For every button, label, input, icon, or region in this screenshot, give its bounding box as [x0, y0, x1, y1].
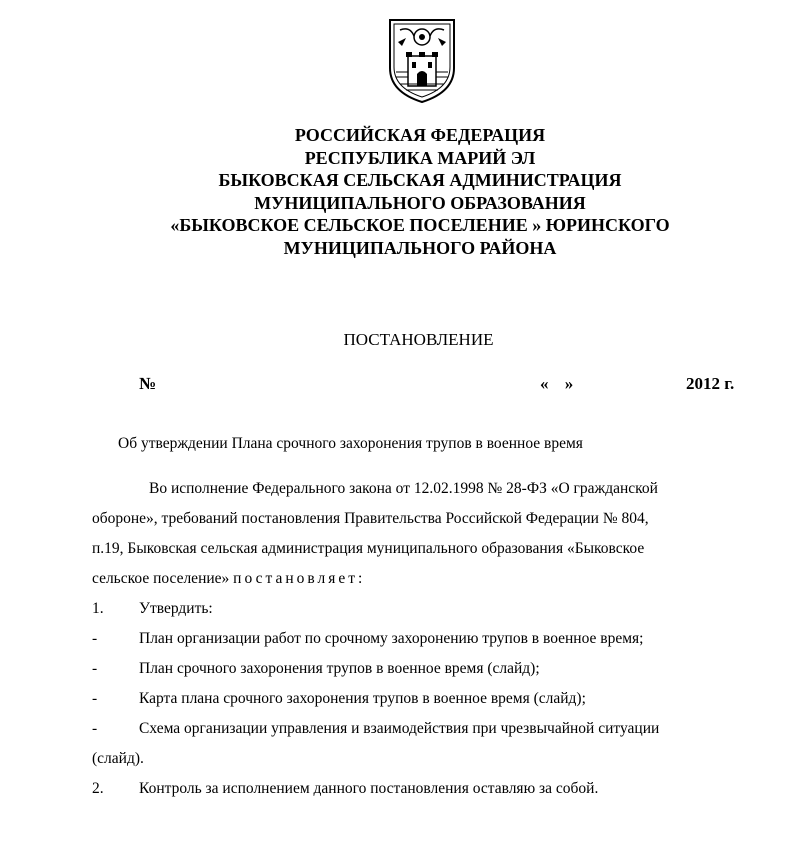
list-marker: - [92, 690, 98, 707]
document-subject: Об утверждении Плана срочного захоронения трупов в военное время [118, 435, 583, 452]
list-item [92, 714, 732, 744]
list-marker: - [92, 720, 98, 737]
list-item-text: Карта плана срочного захоронения трупов в военное время (слайд); [139, 690, 586, 707]
list-item-text: Утвердить: [139, 600, 213, 617]
list-item [92, 774, 732, 804]
list-marker: - [92, 630, 98, 647]
document-type: ПОСТАНОВЛЕНИЕ [343, 330, 494, 349]
coat-of-arms-emblem [384, 12, 460, 104]
list-item [92, 594, 732, 624]
list-item [92, 624, 732, 654]
list-item [92, 684, 732, 714]
header-municipal: МУНИЦИПАЛЬНОГО ОБРАЗОВАНИЯ [254, 192, 586, 213]
list-item-text: План срочного захоронения трупов в военное время (слайд); [139, 660, 540, 677]
preamble-line: обороне», требований постановления Правительства Российской Федерации № 804, [92, 510, 649, 527]
list-item-text: Контроль за исполнением данного постановления оставляю за собой. [139, 780, 599, 797]
preamble-line [92, 564, 732, 594]
document-number-sign: № [139, 374, 157, 393]
list-marker: 1. [92, 600, 104, 617]
header-country: РОССИЙСКАЯ ФЕДЕРАЦИЯ [294, 125, 546, 145]
document-date-quotes: « » [540, 374, 574, 393]
header-district: МУНИЦИПАЛЬНОГО РАЙОНА [283, 237, 557, 258]
header-republic: РЕСПУБЛИКА МАРИЙ ЭЛ [304, 147, 536, 168]
preamble-text: сельское поселение» [92, 570, 234, 587]
document-header [60, 124, 780, 259]
list-item [92, 654, 732, 684]
list-item-text: План организации работ по срочному захоронению трупов в военное время; [139, 630, 644, 647]
list-item-text: Схема организации управления и взаимодействия при чрезвычайной ситуации [139, 720, 660, 737]
preamble-line: п.19, Быковская сельская администрация муниципального образования «Быковское [92, 540, 645, 557]
list-item-continuation: (слайд). [92, 750, 144, 767]
list-marker: 2. [92, 780, 104, 797]
document-year: 2012 г. [686, 374, 735, 393]
preamble-line: Во исполнение Федерального закона от 12.02.1998 № 28-ФЗ «О гражданской [149, 480, 658, 497]
header-settlement: «БЫКОВСКОЕ СЕЛЬСКОЕ ПОСЕЛЕНИЕ » ЮРИНСКОГО [170, 215, 670, 235]
resolves-word: постановляет: [233, 570, 366, 587]
header-administration: БЫКОВСКАЯ СЕЛЬСКАЯ АДМИНИСТРАЦИЯ [218, 170, 622, 190]
list-marker: - [92, 660, 98, 677]
document-body [92, 474, 732, 804]
